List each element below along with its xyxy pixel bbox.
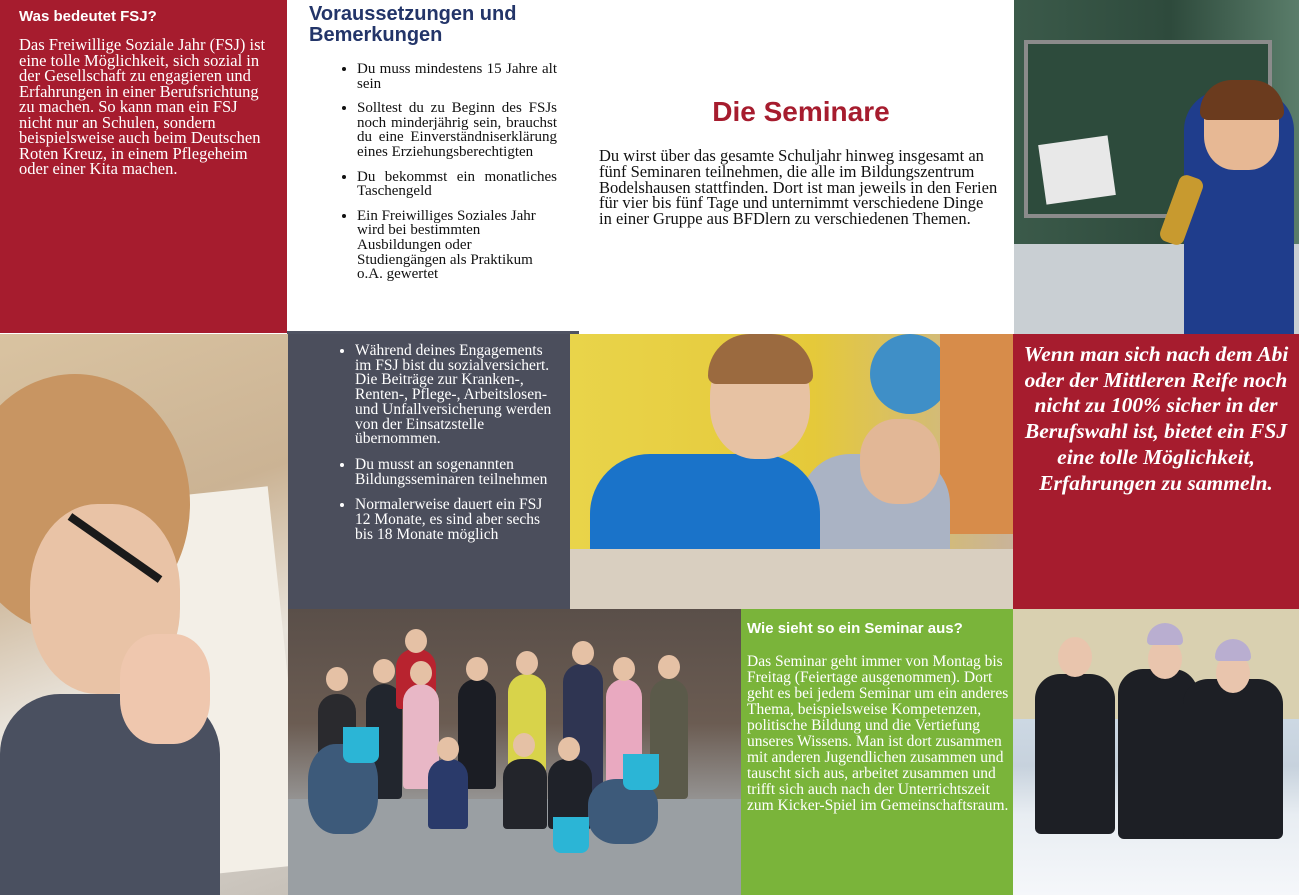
face — [513, 733, 535, 757]
saxophone-photo — [1014, 0, 1299, 334]
bucket — [553, 817, 589, 853]
bucket — [343, 727, 379, 763]
list-item: • Du musst an sogenannten Bildungsseminaren teilnehmen — [355, 458, 560, 487]
child-head — [860, 419, 940, 504]
face — [466, 657, 488, 681]
list-item: • Ein Freiwilliges Soziales Jahr wird bei bestimmten Ausbildungen oder Studiengängen als Praktikum o.A. gewertet — [357, 209, 557, 282]
list-item: • Solltest du zu Beginn des FSJs noch minderjährig sein, brauchst du eine Einverständniserklärung eines Erziehungsberechtigten — [357, 101, 557, 159]
face — [558, 737, 580, 761]
requirements-list — [329, 62, 557, 282]
insurance-info-box — [288, 334, 570, 609]
info-list — [326, 344, 560, 542]
face — [1058, 637, 1092, 677]
seminars-heading: Die Seminare — [712, 96, 890, 127]
requirements-heading: Voraussetzungen und Bemerkungen — [309, 3, 517, 46]
bucket — [623, 754, 659, 790]
kids-writing-photo — [570, 334, 1013, 609]
quote-box — [1013, 334, 1299, 609]
person — [503, 759, 547, 829]
quote-text: Wenn man sich nach dem Abi oder der Mittleren Reife noch nicht zu 100% sicher in der Berufswahl ist, bietet ein FSJ eine tolle Möglichkeit, Erfahrungen zu sammeln. — [1023, 342, 1289, 495]
face — [437, 737, 459, 761]
drawing-child-photo — [0, 334, 288, 895]
face — [1148, 639, 1182, 679]
seminar-info-text: Das Seminar geht immer von Montag bis Freitag (Feiertage ausgenommen). Dort geht es bei jedem Seminar um ein anderes Thema, beispielsweise Kompetenzen, politische Bildung und die Vertiefung unseres Wissens. Man ist dort zusammen mit anderen Jugendlichen zusammen und tauscht sich aus, arbeitet zusammen und trifft sich auch nach der Unterrichtszeit zum Kicker-Spiel im Gemeinschaftsraum. — [747, 653, 1009, 814]
fsj-info-box — [0, 0, 287, 333]
group-cleanup-photo — [288, 609, 741, 895]
seminar-info-heading: Wie sieht so ein Seminar aus? — [747, 620, 963, 637]
list-item: • Normalerweise dauert ein FSJ 12 Monate, es sind aber sechs bis 18 Monate möglich — [355, 498, 560, 542]
fsj-text: Das Freiwillige Soziale Jahr (FSJ) ist eine tolle Möglichkeit, sich sozial in der Gesellschaft zu engagieren und Erfahrungen in einer Berufsrichtung zu machen. So kann man ein FSJ nicht nur an Schulen, sondern beispielsweise auch beim Deutschen Roten Kreuz, in einem Pflegeheim oder einer Kita machen. — [19, 35, 266, 178]
person — [1183, 679, 1283, 839]
list-item: • Du bekommst ein monatliches Taschengeld — [357, 170, 557, 199]
seminars-text: Du wirst über das gesamte Schuljahr hinweg insgesamt an fünf Seminaren teilnehmen, die alle im Bildungszentrum Bodelshausen stattfinden. Dort ist man jeweils in den Ferien für vier bis fünf Tage und unternimmt verschiedene Dinge in einer Gruppe aus BFDlern zu verschiedenen Themen. — [599, 146, 998, 229]
face — [658, 655, 680, 679]
face — [326, 667, 348, 691]
face — [373, 659, 395, 683]
person — [428, 759, 468, 829]
face — [516, 651, 538, 675]
face — [410, 661, 432, 685]
person — [1035, 674, 1115, 834]
globe — [870, 334, 950, 414]
child-hand — [120, 634, 210, 744]
face — [572, 641, 594, 665]
shelf — [940, 334, 1013, 534]
child-hair — [1200, 80, 1284, 120]
seminar-info-box — [741, 609, 1014, 895]
sheet-music — [1038, 135, 1116, 204]
list-item: • Während deines Engagements im FSJ bist du sozialversichert. Die Beiträge zur Kranken-, Renten-, Pflege-, Arbeitslosen- und Unfallversicherung werden von der Einsatzstelle übernommen. — [355, 344, 560, 447]
child-hair — [708, 334, 813, 384]
face — [613, 657, 635, 681]
requirements-section — [287, 0, 579, 333]
fsj-heading: Was bedeutet FSJ? — [19, 8, 157, 25]
seminars-section — [579, 0, 1013, 334]
list-item: • Du muss mindestens 15 Jahre alt sein — [357, 62, 557, 91]
winter-girls-photo — [1013, 609, 1299, 895]
desk — [570, 549, 1013, 609]
face — [405, 629, 427, 653]
